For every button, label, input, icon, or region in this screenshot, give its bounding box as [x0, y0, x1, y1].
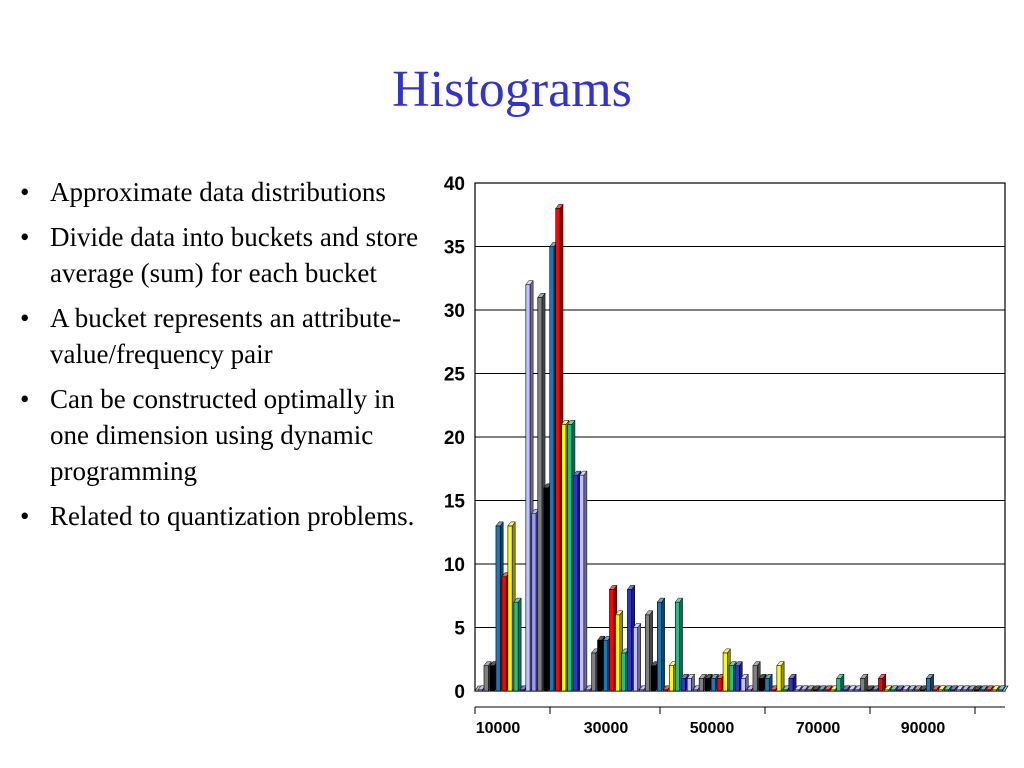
bullet-icon: • [20, 177, 30, 207]
bar [574, 475, 578, 691]
bar [490, 666, 494, 691]
bar [878, 678, 882, 691]
bar [633, 628, 637, 692]
bar [502, 577, 506, 691]
bar [526, 285, 530, 691]
y-tick-label: 25 [443, 364, 465, 386]
y-tick-label: 20 [443, 428, 465, 449]
bullet-icon: • [20, 222, 30, 252]
bar [705, 678, 709, 691]
bar [598, 640, 602, 691]
bar [669, 666, 673, 691]
x-tick-label: 50000 [689, 720, 735, 737]
bar-side [518, 598, 521, 691]
bar [645, 615, 649, 691]
bar [765, 678, 769, 691]
bar-side [781, 662, 784, 691]
bar [741, 678, 745, 691]
bar [789, 678, 793, 691]
slide-title: Histograms [392, 61, 632, 118]
bar [484, 666, 488, 691]
y-tick-label: 15 [443, 491, 465, 513]
bar [753, 666, 757, 691]
bar [657, 602, 661, 691]
y-tick-label: 5 [454, 618, 465, 640]
x-tick-label: 90000 [900, 720, 946, 737]
bar [675, 602, 679, 691]
bullet-icon: • [20, 501, 30, 531]
y-tick-label: 35 [443, 237, 465, 259]
bar [550, 247, 554, 692]
bar [610, 589, 614, 691]
bar [580, 475, 584, 691]
bar [651, 666, 655, 691]
bar-side [584, 471, 587, 691]
bullet-text: Can be constructed optimally in one dimension using dynamic programming [50, 384, 395, 486]
bullet-text: Approximate data distributions [50, 177, 386, 207]
bar [514, 602, 518, 691]
bullet-text: Related to quantization problems. [50, 501, 415, 531]
bar [496, 526, 500, 691]
bar [681, 678, 685, 691]
bar [627, 589, 631, 691]
bar [562, 424, 566, 691]
bar [735, 666, 739, 691]
bar [926, 678, 930, 691]
bar [621, 653, 625, 691]
bar [723, 653, 727, 691]
bullet-icon: • [20, 303, 30, 333]
bar [729, 666, 733, 691]
x-tick-label: 30000 [583, 720, 629, 737]
bar [532, 513, 536, 691]
bar [837, 678, 841, 691]
bar [711, 678, 715, 691]
bar [604, 640, 608, 691]
bar [687, 678, 691, 691]
bar [544, 488, 548, 691]
bullet-text: Divide data into buckets and store average (sum) for each bucket [50, 222, 419, 288]
bar [717, 678, 721, 691]
bar [861, 678, 865, 691]
x-tick-label: 10000 [475, 720, 521, 737]
bar-side [662, 598, 665, 691]
bar [538, 297, 542, 691]
bullet-icon: • [20, 384, 30, 414]
bar [508, 526, 512, 691]
y-tick-label: 10 [443, 555, 465, 576]
bar [699, 678, 703, 691]
bullet-text: A bucket represents an attribute-value/frequency pair [50, 303, 401, 369]
x-tick-label: 70000 [795, 720, 841, 737]
bar-side [638, 624, 641, 692]
y-tick-label: 30 [443, 301, 465, 322]
bar [556, 208, 560, 691]
bar [568, 424, 572, 691]
y-tick-label: 0 [454, 682, 465, 703]
y-tick-label: 40 [443, 174, 465, 195]
bar [615, 615, 619, 691]
bar [592, 653, 596, 691]
bar [777, 666, 781, 691]
bar [759, 678, 763, 691]
